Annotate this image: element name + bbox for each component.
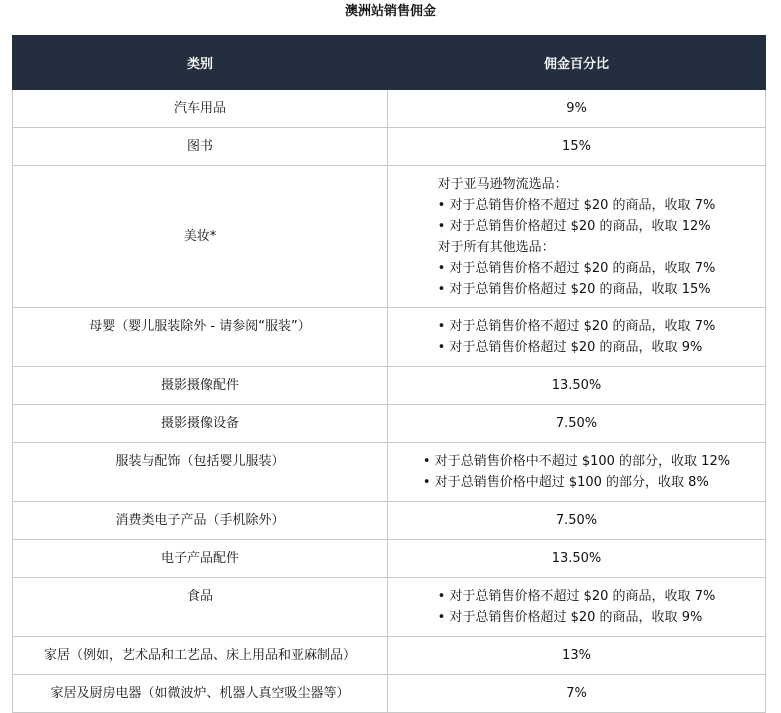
rate-line: • 对于总销售价格中不超过 $100 的部分，收取 12% xyxy=(423,451,730,472)
rate-cell xyxy=(388,443,766,502)
rate-cell xyxy=(388,578,766,637)
rate-cell: 7.50% xyxy=(388,502,766,540)
rate-line: • 对于总销售价格超过 $20 的商品，收取 9% xyxy=(438,337,716,358)
category-cell: 消费类电子产品（手机除外） xyxy=(13,502,388,540)
rate-cell: 7% xyxy=(388,675,766,713)
header-commission-rate: 佣金百分比 xyxy=(388,36,766,90)
rate-line: 对于所有其他选品： xyxy=(437,239,555,255)
rate-cell: 15% xyxy=(388,128,766,166)
rate-cell: 13% xyxy=(388,637,766,675)
rate-cell: 13.50% xyxy=(388,367,766,405)
rate-line: • 对于总销售价格不超过 $20 的商品，收取 7% xyxy=(438,195,716,216)
category-cell: 食品 xyxy=(13,578,388,637)
table-row xyxy=(13,443,766,502)
table-row xyxy=(13,578,766,637)
rate-list xyxy=(438,316,716,358)
category-cell: 摄影摄像设备 xyxy=(13,405,388,443)
rate-cell: 13.50% xyxy=(388,540,766,578)
rate-cell xyxy=(388,166,766,308)
category-cell: 家居及厨房电器（如微波炉、机器人真空吸尘器等） xyxy=(13,675,388,713)
category-cell: 摄影摄像配件 xyxy=(13,367,388,405)
header-category: 类别 xyxy=(13,36,388,90)
rate-cell: 9% xyxy=(388,90,766,128)
rate-line: • 对于总销售价格不超过 $20 的商品，收取 7% xyxy=(438,258,716,279)
rate-list xyxy=(423,451,730,493)
category-cell: 母婴（婴儿服装除外 - 请参阅“服装”） xyxy=(13,308,388,367)
commission-table xyxy=(12,35,766,713)
category-cell: 图书 xyxy=(13,128,388,166)
table-row xyxy=(13,166,766,308)
table-row xyxy=(13,675,766,713)
page-title: 澳洲站销售佣金 xyxy=(344,4,436,19)
table-row xyxy=(13,128,766,166)
table-row xyxy=(13,502,766,540)
category-cell: 电子产品配件 xyxy=(13,540,388,578)
table-header-row xyxy=(13,36,766,90)
table-row xyxy=(13,308,766,367)
category-cell: 家居（例如，艺术品和工艺品、床上用品和亚麻制品） xyxy=(13,637,388,675)
rate-line: 对于亚马逊物流选品： xyxy=(437,176,568,192)
category-cell: 美妆* xyxy=(13,166,388,308)
rate-cell: 7.50% xyxy=(388,405,766,443)
table-row xyxy=(13,540,766,578)
category-cell: 服装与配饰（包括婴儿服装） xyxy=(13,443,388,502)
rate-cell xyxy=(388,308,766,367)
rate-list xyxy=(438,586,716,628)
table-row xyxy=(13,405,766,443)
rate-list xyxy=(438,174,716,300)
rate-line: • 对于总销售价格超过 $20 的商品，收取 9% xyxy=(438,607,716,628)
category-cell: 汽车用品 xyxy=(13,90,388,128)
rate-line: • 对于总销售价格不超过 $20 的商品，收取 7% xyxy=(438,586,716,607)
table-row xyxy=(13,367,766,405)
rate-line: • 对于总销售价格超过 $20 的商品，收取 12% xyxy=(438,216,716,237)
table-row xyxy=(13,637,766,675)
table-row xyxy=(13,90,766,128)
rate-line: • 对于总销售价格不超过 $20 的商品，收取 7% xyxy=(438,316,716,337)
rate-line: • 对于总销售价格中超过 $100 的部分，收取 8% xyxy=(423,472,730,493)
rate-line: • 对于总销售价格超过 $20 的商品，收取 15% xyxy=(438,279,716,300)
